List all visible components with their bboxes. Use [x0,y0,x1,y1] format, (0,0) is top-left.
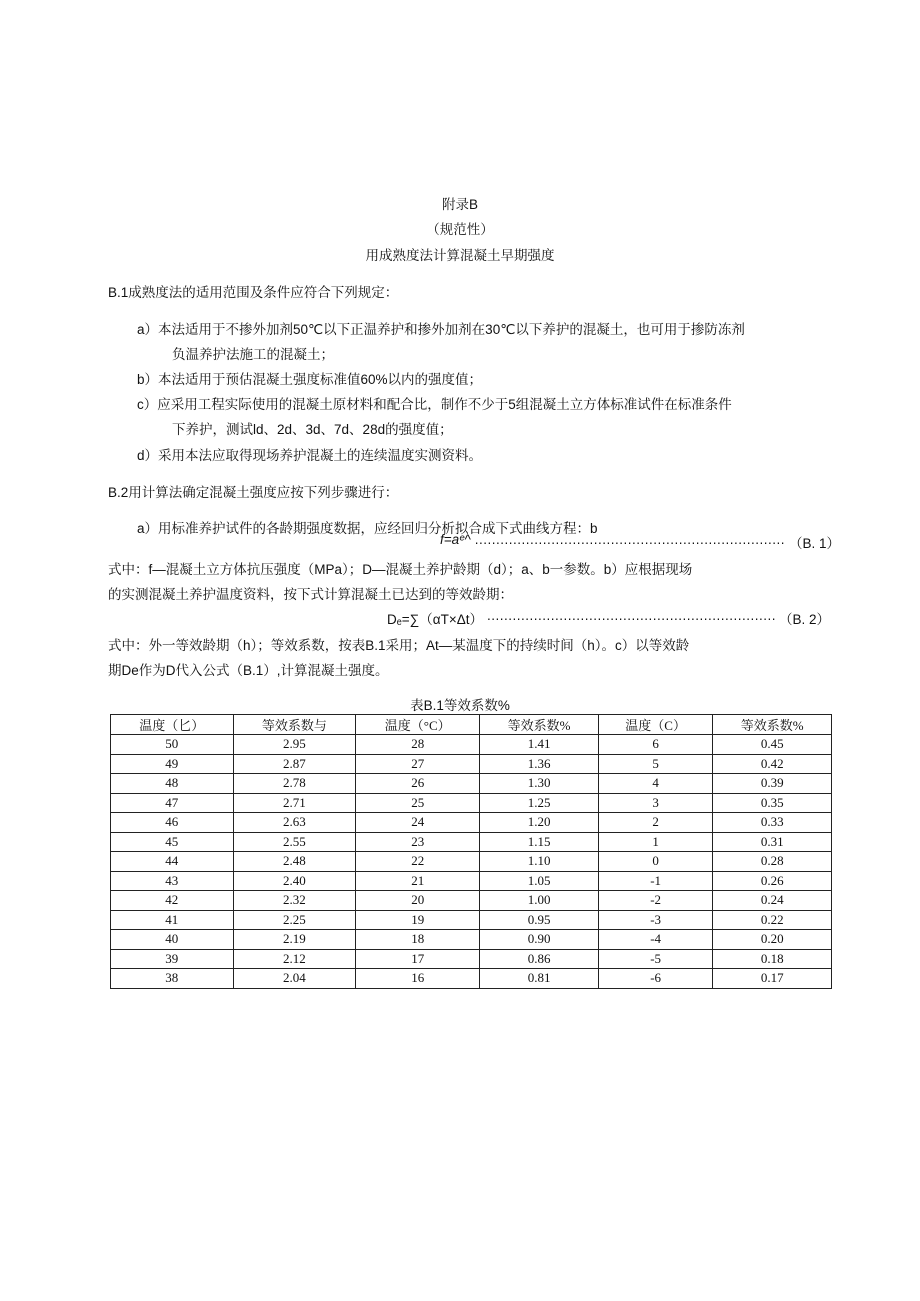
table-cell: 50 [111,735,234,755]
table-cell: 2.25 [233,910,356,930]
table-cell: 0.20 [713,930,832,950]
table-cell: 45 [111,832,234,852]
table-row [111,793,832,813]
table-cell: 0.31 [713,832,832,852]
table-cell: 6 [598,735,713,755]
table-cell: 20 [356,891,480,911]
b2-item-a: a）用标准养护试件的各龄期强度数据，应经回归分析拟合成下式曲线方程：b [137,521,598,536]
table-row [111,930,832,950]
table-cell: 0.95 [480,910,599,930]
b1-item-c-cont: 下养护，测试ld、2d、3d、7d、28d的强度值； [172,422,453,437]
column-header: 温度（匕） [111,715,234,735]
b2-para-4: 期De作为D代入公式（B.1）,计算混凝土强度。 [108,663,389,678]
table-cell: 28 [356,735,480,755]
table-cell: 2.63 [233,813,356,833]
equation-b2-formula: Dₑ=∑（αT×Δt） [387,612,483,627]
table-cell: 0.18 [713,949,832,969]
table-cell: 40 [111,930,234,950]
b1-item-a-cont: 负温养护法施工的混凝土； [172,347,334,362]
table-row [111,891,832,911]
equation-b2-number: （B. 2） [778,612,830,627]
table-cell: 2.78 [233,774,356,794]
table-cell: 0.90 [480,930,599,950]
table-cell: 2.55 [233,832,356,852]
table-cell: 1.00 [480,891,599,911]
table-cell: 22 [356,852,480,872]
column-header: 温度（°C） [356,715,480,735]
table-cell: 17 [356,949,480,969]
column-header: 等效系数% [480,715,599,735]
table-row [111,871,832,891]
table-cell: 21 [356,871,480,891]
table-caption: 表B.1等效系数% [410,698,510,713]
table-cell: 39 [111,949,234,969]
table-cell: 0.17 [713,969,832,989]
leader-dots [475,532,785,552]
appendix-type: （规范性） [426,222,494,237]
table-cell: 1.30 [480,774,599,794]
table-cell: 1.05 [480,871,599,891]
table-cell: 0.42 [713,754,832,774]
table-cell: 1.25 [480,793,599,813]
equation-b2 [387,608,830,628]
table-cell: 42 [111,891,234,911]
table-cell: 24 [356,813,480,833]
table-row [111,754,832,774]
table-cell: 2.87 [233,754,356,774]
table-cell: 41 [111,910,234,930]
table-cell: 2.12 [233,949,356,969]
table-cell: 2.71 [233,793,356,813]
appendix-label: 附录B [441,197,478,212]
table-cell: 2.40 [233,871,356,891]
table-cell: -2 [598,891,713,911]
table-cell: 25 [356,793,480,813]
b2-para-2: 的实测混凝土养护温度资料，按下式计算混凝土已达到的等效龄期： [108,587,513,602]
table-cell: 2.04 [233,969,356,989]
b1-item-c: c）应采用工程实际使用的混凝土原材料和配合比，制作不少于5组混凝土立方体标准试件在标准条件 [137,397,732,412]
table-cell: 0.39 [713,774,832,794]
table-cell: 19 [356,910,480,930]
table-row [111,852,832,872]
table-cell: 2.95 [233,735,356,755]
table-cell: 1 [598,832,713,852]
table-cell: 0.22 [713,910,832,930]
table-cell: 0.45 [713,735,832,755]
table-row [111,735,832,755]
equivalent-coefficient-table [110,714,832,989]
table-cell: 44 [111,852,234,872]
table-cell: 3 [598,793,713,813]
table-cell: 0.86 [480,949,599,969]
table-cell: 2 [598,813,713,833]
table-cell: 0.28 [713,852,832,872]
table-cell: 49 [111,754,234,774]
table-cell: 43 [111,871,234,891]
table-cell: 0.24 [713,891,832,911]
table-cell: 2.32 [233,891,356,911]
table-cell: 48 [111,774,234,794]
table-cell: 26 [356,774,480,794]
table-cell: -5 [598,949,713,969]
equation-b1-formula: f=aᵉ^ [440,532,471,547]
section-b2-title: B.2用计算法确定混凝土强度应按下列步骤进行： [108,485,399,500]
table-cell: 2.48 [233,852,356,872]
equation-b1 [440,532,840,552]
equation-b1-number: （B. 1） [788,536,840,551]
table-cell: 4 [598,774,713,794]
table-cell: 38 [111,969,234,989]
column-header: 温度（C） [598,715,713,735]
b1-item-a: a）本法适用于不掺外加剂50℃以下正温养护和掺外加剂在30℃以下养护的混凝土，也可用于掺防冻剂 [137,322,745,337]
table-cell: 1.10 [480,852,599,872]
column-header: 等效系数与 [233,715,356,735]
column-header: 等效系数% [713,715,832,735]
table-row [111,949,832,969]
table-cell: 16 [356,969,480,989]
table-cell: 46 [111,813,234,833]
table-row [111,910,832,930]
table-cell: 1.41 [480,735,599,755]
appendix-title: 用成熟度法计算混凝土早期强度 [365,248,555,263]
table-cell: -4 [598,930,713,950]
table-cell: 18 [356,930,480,950]
table-cell: 2.19 [233,930,356,950]
table-cell: 1.36 [480,754,599,774]
table-row [111,813,832,833]
table-cell: 0.81 [480,969,599,989]
table-row [111,832,832,852]
table-cell: -6 [598,969,713,989]
table-row [111,774,832,794]
b2-para-3: 式中：外一等效龄期（h）；等效系数，按表B.1采用；At—某温度下的持续时间（h）。c）以等效龄 [108,638,690,653]
table-cell: 0 [598,852,713,872]
table-row [111,969,832,989]
table-cell: 5 [598,754,713,774]
table-cell: 0.33 [713,813,832,833]
b1-item-b: b）本法适用于预估混凝土强度标准值60%以内的强度值； [137,372,483,387]
table-cell: 47 [111,793,234,813]
table-cell: -1 [598,871,713,891]
b2-para-1: 式中：f—混凝土立方体抗压强度（MPa）；D—混凝土养护龄期（d）；a、b一参数。b）应根据现场 [108,562,693,577]
table-cell: 23 [356,832,480,852]
table-cell: 0.26 [713,871,832,891]
table-cell: -3 [598,910,713,930]
table-cell: 1.20 [480,813,599,833]
b1-item-d: d）采用本法应取得现场养护混凝土的连续温度实测资料。 [137,448,483,463]
table-cell: 1.15 [480,832,599,852]
leader-dots [487,608,775,628]
section-b1-title: B.1成熟度法的适用范围及条件应符合下列规定： [108,285,399,300]
table-cell: 0.35 [713,793,832,813]
table-cell: 27 [356,754,480,774]
